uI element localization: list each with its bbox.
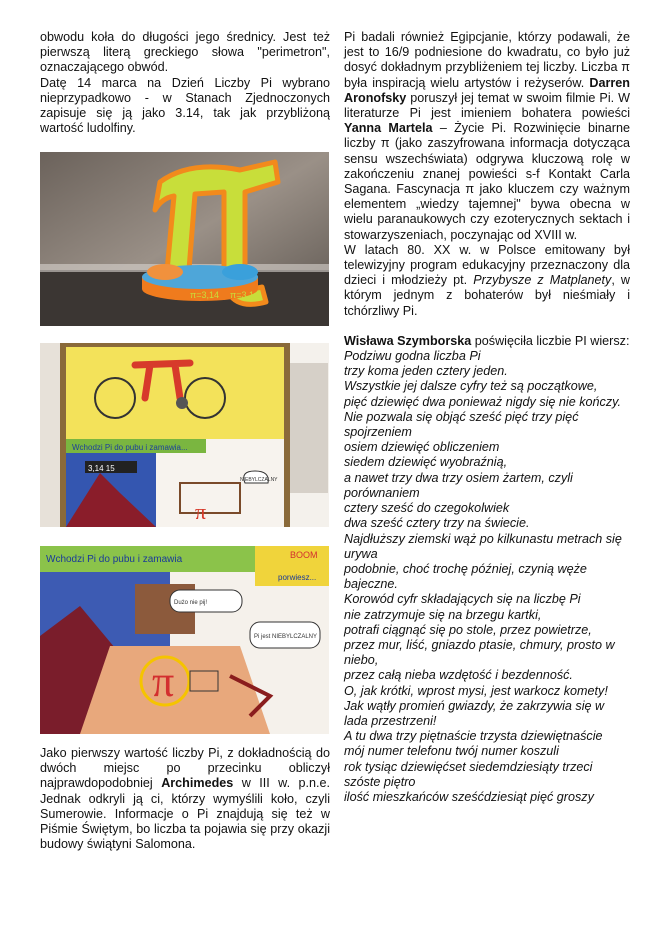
tv-paragraph: W latach 80. XX w. w Polsce emitowany był telewizyjny program edukacyjny przeznaczony dla dzieci i młodzieży pt. Przybysze z Matplanety, w którym jednym z bohaterów był nieśmiały i tchórzliwy Pi.	[344, 242, 630, 318]
boom-text: BOOM	[290, 550, 318, 560]
poem-line: osiem dziewięć obliczeniem	[344, 440, 500, 455]
svg-text:π: π	[152, 657, 175, 706]
poster-sign: 3,14 15	[88, 464, 115, 473]
pi-pub-poster-image	[40, 546, 329, 734]
poem-line: siedem dziewięć wyobraźnią,	[344, 455, 508, 470]
poem-line: Podziwu godna liczba Pi	[344, 349, 481, 364]
poem-line: podobnie, choć trochę później, czynią węże bajeczne.	[344, 561, 587, 592]
poem-line: Najdłuższy ziemski wąż po kilkunastu metrach się urywa	[344, 531, 622, 561]
pi-pub-poster-photo	[40, 546, 329, 734]
svg-text:π: π	[195, 499, 207, 524]
sculpture-label-a: π=3,14	[190, 290, 219, 300]
author-name: Yanna Martela	[344, 121, 433, 136]
pi-sculpture-image	[40, 152, 329, 326]
poem-line: rok tysiąc dziewięćset siedemdziesiąty trzeci szóste piętro	[344, 759, 593, 789]
poem-line: mój numer telefonu twój numer koszuli	[344, 744, 559, 759]
poster-banner: Wchodzi Pi do pubu i zamawia	[46, 554, 183, 565]
tv-title: Przybysze z Matplanety	[473, 273, 612, 288]
history-paragraph: Jako pierwszy wartość liczby Pi, z dokładnością do dwóch miejsc po przecinku obliczył najprawdopodobniej Archimedes w III w. p.n.e. Jednak odkryli ją ci, którzy wymyślili koło, czyli Sumerowie. Informacje o Pi znajdują się też w Piśmie Świętym, bo liczba ta pojawia się przy okazji budowy świątyni Salomona.	[40, 746, 331, 852]
poem-line: cztery sześć do czegokolwiek	[344, 501, 510, 516]
left-column	[40, 30, 330, 136]
poster-banner-small: Wchodzi Pi do pubu i zamawia...	[72, 443, 188, 452]
intro-paragraph: obwodu koła do długości jego średnicy. Jest też pierwszą literą greckiego słowa "perimetron", oznaczającego obwód.	[40, 30, 330, 75]
poem-line: pięć dziewięć dwa ponieważ nigdy się nie kończy.	[344, 394, 621, 409]
left-column-bottom	[40, 746, 330, 852]
pi-bike-poster-image	[40, 343, 329, 527]
poem-line: ilość mieszkańców sześćdziesiąt pięć groszy	[344, 789, 594, 804]
poem-line: trzy koma jeden cztery jeden.	[344, 364, 508, 379]
right-column	[344, 30, 630, 805]
poem-line: Jak wątły promień gwiazdy, że zakrzywia się w lada przestrzeni!	[344, 698, 605, 728]
pi-bike-poster-photo	[40, 343, 329, 527]
poem-line: przez całą nieba wzdętość i bezdenność.	[344, 668, 573, 683]
sculpture-label-b: π=3,14	[230, 290, 259, 300]
poem-line: Nie pozwala się objąć sześć pięć trzy pięć spojrzeniem	[344, 409, 579, 440]
poem-line: O, jak krótki, wprost mysi, jest warkocz komety!	[344, 683, 608, 698]
poem-intro: Wisława Szymborska poświęciła liczbie PI wiersz:	[344, 333, 630, 348]
bubble-2: Pi jest NIEBYLCZALNY	[254, 634, 318, 640]
poster-bubble: NIEBYLCZALNY	[240, 477, 278, 483]
poem-line: a nawet trzy dwa trzy osiem żartem, czyli porównaniem	[344, 470, 573, 500]
poem-line: potrafi ciągnąć się po stole, przez powietrze,	[344, 622, 592, 637]
archimedes-name: Archimedes	[161, 776, 234, 791]
poem-line: Wszystkie jej dalsze cyfry też są początkowe,	[344, 379, 598, 394]
date-paragraph: Datę 14 marca na Dzień Liczby Pi wybrano nieprzypadkowo - w Stanach Zjednoczonych zapisuje się ją jako 3.14, tak jak przybliżoną wartość ludolfiny.	[40, 75, 330, 136]
pi-sculpture-photo	[40, 152, 329, 326]
director-name: Darren Aronofsky	[344, 75, 631, 105]
poet-name: Wisława Szymborska	[344, 333, 472, 348]
poem	[344, 349, 630, 805]
poster-banner-2: porwiesz...	[278, 573, 317, 582]
artists-paragraph: Pi badali również Egipcjanie, którzy podawali, że jest to 16/9 podniesione do kwadratu, co było już dosyć dokładnym przybliżeniem tej liczby. Liczba π była inspiracją wielu artystów i reżyserów. Darren Aronofsky poruszył jej temat w swoim filmie Pi. W literaturze Pi jest imieniem bohatera powieści Yanna Martela – Życie Pi. Rozwinięcie binarne liczby π (jako zaszyfrowana informacja dotycząca sensu wszechświata) odgrywa kluczową rolę w zakończeniu znanej powieści s-f Kontakt Carla Sagana. Fascynacja π jako kluczem czy ważnym elementem „wiedzy tajemnej" bywa obecna w wielu paranaukowych czy ezoterycznych sektach i stowarzyszeniach, poczynając od XVIII w.	[344, 30, 631, 242]
poem-line: przez mur, liść, gniazdo ptasie, chmury, prosto w niebo,	[344, 637, 615, 668]
poem-line: nie zatrzymuje się na brzegu kartki,	[344, 607, 542, 622]
poem-line: Korowód cyfr składających się na liczbę Pi	[344, 592, 581, 607]
bubble-1: Dużo nie pij!	[174, 600, 208, 606]
poem-line: dwa sześć cztery trzy na świecie.	[344, 516, 530, 531]
poem-line: A tu dwa trzy piętnaście trzysta dziewiętnaście	[344, 729, 603, 744]
